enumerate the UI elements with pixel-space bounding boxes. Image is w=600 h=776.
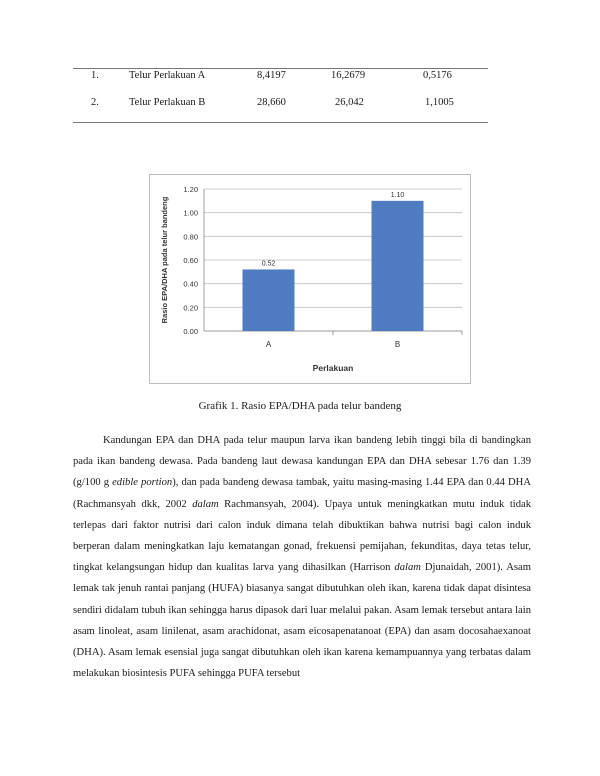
paragraph-italic: dalam [192,498,219,510]
y-tick-label: 1.00 [183,208,198,218]
row-number: 1. [91,70,99,81]
row-value-3: 0,5176 [423,70,452,81]
data-label: 1.10 [390,191,405,199]
y-tick-label: 0.40 [183,279,198,289]
y-axis-label: Rasio EPA/DHA pada telur bandeng [160,196,169,324]
row-number: 2. [91,97,99,108]
table-bottom-rule [73,122,488,123]
x-tick-label: A [265,340,272,349]
y-tick-label: 0.60 [183,256,198,265]
y-tick-label: 0.80 [183,232,198,242]
y-tick-label: 1.20 [183,185,198,194]
paragraph-text: ), dan pada bandeng dewasa tambak, yaitu masing-masing 1.44 EPA dan 0.44 DHA (Rachmansyah dkk, 2002 [73,477,531,510]
paragraph-text: Kandungan EPA dan DHA pada telur maupun larva ikan bandeng lebih tinggi bila di bandingkan pada ikan bandeng dewasa. Pada bandeng laut dewasa kandungan EPA dan DHA sebesar 1.76 dan 1.39 (g/100 g [73,435,531,489]
x-tick-label: B [394,340,401,349]
bar-chart [149,174,471,384]
row-value-1: 8,4197 [257,70,286,81]
table-top-rule [73,68,488,69]
row-value-3: 1,1005 [425,97,454,108]
y-tick-label: 0.20 [183,303,198,313]
chart-canvas [150,175,470,383]
paragraph-italic: edible portion [112,477,173,489]
paragraph [73,430,531,684]
row-value-2: 26,042 [335,97,364,108]
data-label: 0.52 [261,260,276,268]
row-value-2: 16,2679 [331,70,366,81]
body-text [73,430,531,684]
paragraph-text: Rachmansyah, 2004). Upaya untuk meningkatkan mutu induk tidak terlepas dari faktor nutrisi dari calon induk dimana telah dibuktikan bahwa nutrisi bagi calon induk berperan dalam meningkatkan laju kematangan gonad, frekuensi pemijahan, fekunditas, daya tetas telur, tingkat kelangsungan hidup dan kualitas larva yang dihasilkan (Harrison [73,498,531,574]
row-label: Telur Perlakuan A [129,70,206,81]
x-axis-label: Perlakuan [312,363,354,373]
paragraph-text: Djunaidah, 2001). Asam lemak tak jenuh rantai panjang (HUFA) biasanya sangat dibutuhkan oleh ikan, karena tidak dapat disintesa sendiri didalam tubuh ikan sehingga harus dipasok dari luar melalui pakan. Asam lemak tersebut antara lain asam linoleat, asam linilenat, asam arachidonat, asam eicosapenatanoat (EPA) dan asam docosahaexanoat (DHA). Asam lemak esensial juga sangat dibutuhkan oleh ikan karena kemampuannya yang terbatas dalam melakukan biosintesis PUFA sehingga PUFA tersebut [73,562,531,680]
y-tick-label: 0.00 [183,327,198,336]
bar [243,269,295,331]
figure-caption: Grafik 1. Rasio EPA/DHA pada telur bandeng [198,400,402,412]
bar [372,201,424,331]
table-row [73,70,488,88]
table-row [73,97,488,115]
row-label: Telur Perlakuan B [129,97,206,108]
row-value-1: 28,660 [257,97,286,108]
paragraph-italic: dalam [394,562,421,574]
